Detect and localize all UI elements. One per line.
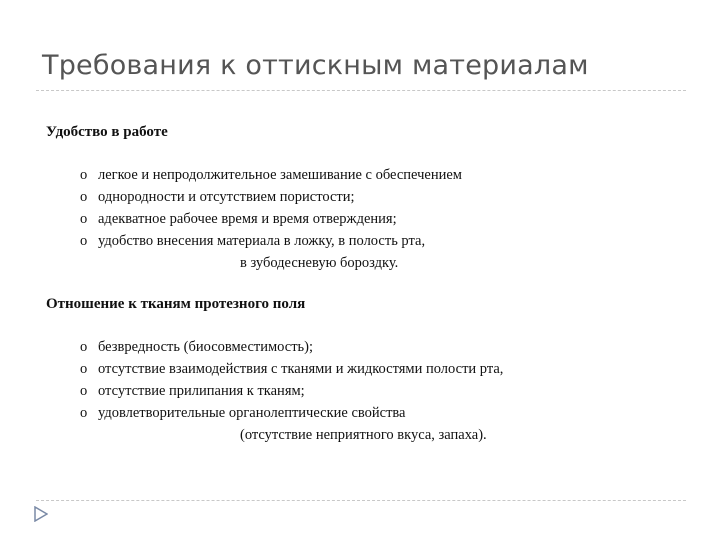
circle-bullet-icon: o [80,167,88,183]
triangle-right-icon[interactable] [34,506,48,522]
circle-bullet-icon: o [80,233,88,249]
list-item-continuation: в зубодесневую бороздку. [240,255,399,271]
circle-bullet-icon: o [80,189,88,205]
list-item: o отсутствие прилипания к тканям; [80,380,503,402]
list-item: o однородности и отсутствием пористости; [80,186,462,208]
section-heading-tissue-relation: Отношение к тканям протезного поля [46,296,306,312]
footer-divider [36,500,686,501]
section-heading-convenience: Удобство в работе [46,124,168,140]
circle-bullet-icon: o [80,405,88,421]
circle-bullet-icon: o [80,211,88,227]
triangle-right-shape [35,507,47,521]
list-item: o удовлетворительные органолептические свойства [80,402,503,424]
list-item: o легкое и непродолжительное замешивание с обеспечением [80,164,462,186]
slide-title: Требования к оттискным материалам [42,50,589,81]
convenience-list [80,164,462,274]
tissue-relation-list [80,336,503,446]
list-item: o адекватное рабочее время и время отверждения; [80,208,462,230]
circle-bullet-icon: o [80,383,88,399]
list-item: o безвредность (биосовместимость); [80,336,503,358]
circle-bullet-icon: o [80,339,88,355]
list-item-continuation: (отсутствие неприятного вкуса, запаха). [240,427,487,443]
circle-bullet-icon: o [80,361,88,377]
list-item: o удобство внесения материала в ложку, в полость рта, [80,230,462,252]
list-item: o отсутствие взаимодействия с тканями и жидкостями полости рта, [80,358,503,380]
title-divider [36,90,686,91]
